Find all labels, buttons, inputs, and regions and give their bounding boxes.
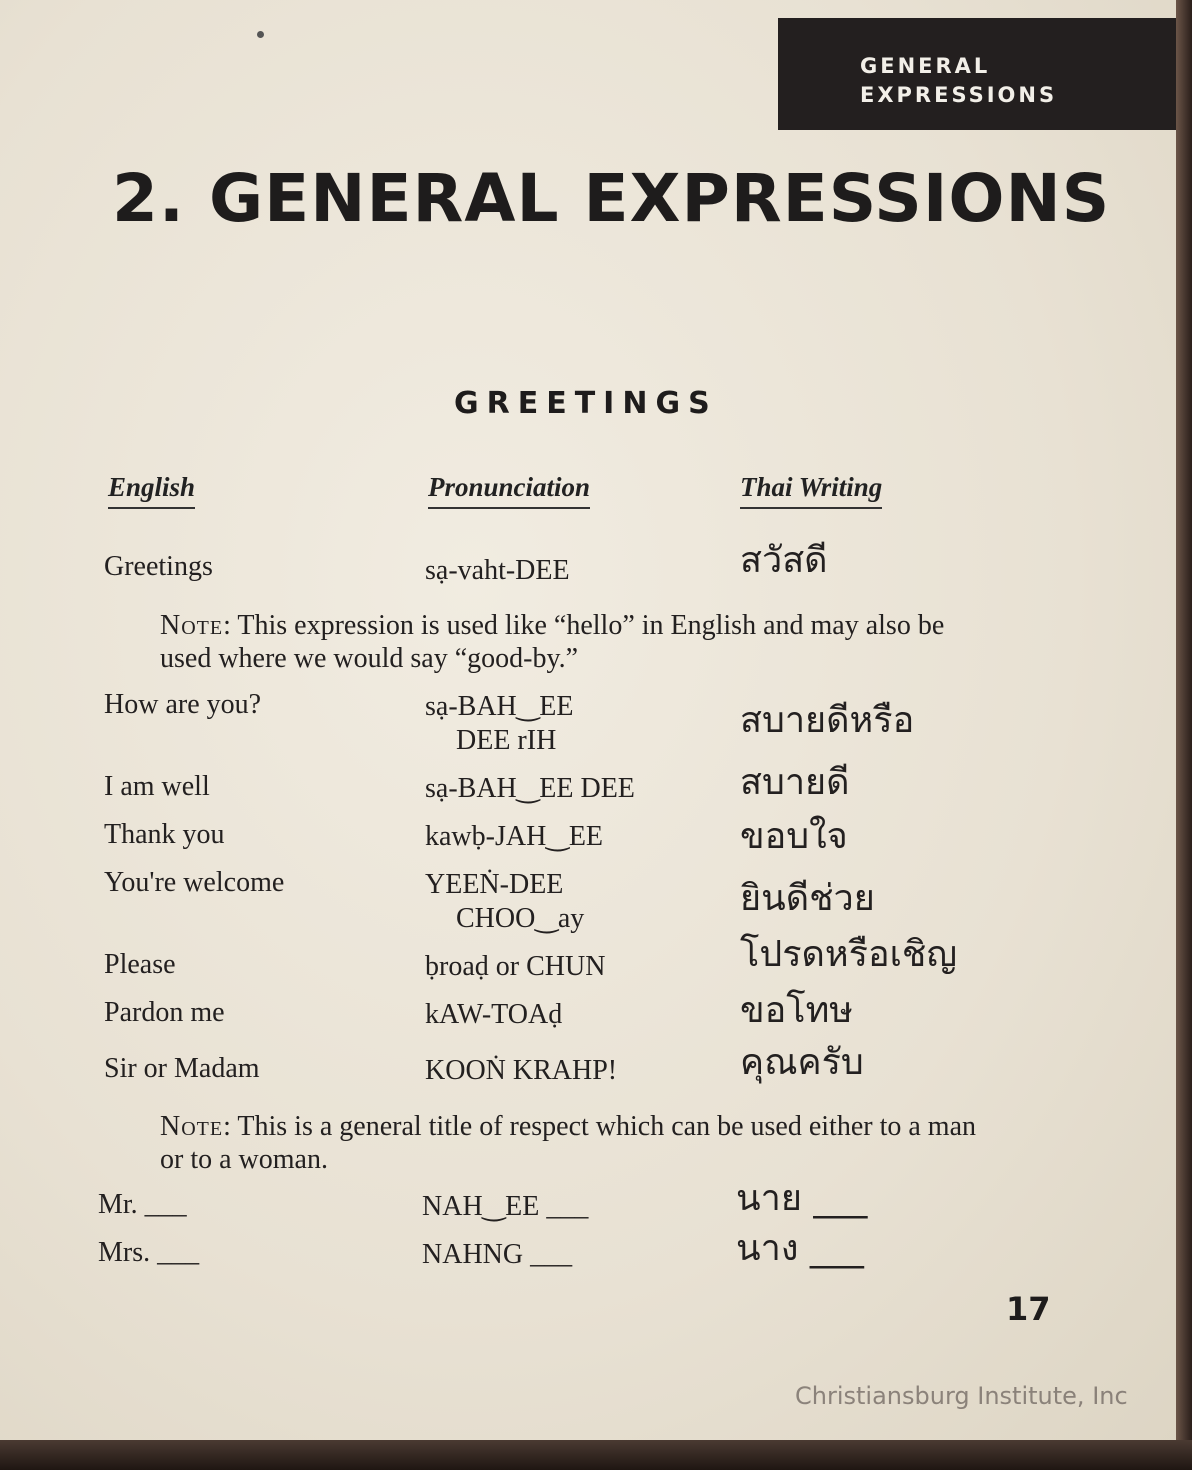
english-phrase: Greetings	[104, 551, 213, 582]
note-text: : This expression is used like “hello” in English and may also be used where we would say “good-by.”	[160, 610, 945, 674]
thai-writing: นาง ___	[736, 1228, 864, 1269]
pronunciation: sạ-vaht-DEE	[425, 555, 570, 586]
thai-writing: สบายดี	[740, 762, 850, 803]
note-text: : This is a general title of respect which can be used either to a man or to a woman.	[160, 1111, 976, 1175]
thai-writing: ขอโทษ	[740, 990, 854, 1031]
note-label: Note	[160, 1111, 224, 1142]
section-heading: GREETINGS	[454, 386, 718, 421]
thai-writing: ยินดีช่วย	[740, 878, 875, 919]
english-phrase: Pardon me	[104, 997, 225, 1028]
page-title: 2. GENERAL EXPRESSIONS	[112, 160, 1111, 237]
english-phrase: I am well	[104, 771, 210, 802]
column-header-english: English	[108, 472, 195, 509]
pronunciation: NAHNG ___	[422, 1239, 573, 1270]
column-header-pronunciation: Pronunciation	[428, 472, 590, 509]
pronunciation-continued: DEE rIH	[456, 725, 557, 756]
pronunciation: sạ-BAH‿EE	[425, 691, 574, 722]
english-phrase: How are you?	[104, 689, 262, 720]
pronunciation: KOOṄ KRAHP!	[425, 1055, 618, 1086]
note-label: Note	[160, 610, 224, 641]
page-bottom-shadow	[0, 1440, 1192, 1470]
pronunciation: kawḅ-JAH‿EE	[425, 821, 604, 852]
english-phrase: Thank you	[104, 819, 225, 850]
page-edge-shadow	[1176, 0, 1192, 1470]
usage-note	[160, 609, 990, 675]
english-phrase: Mrs. ___	[98, 1237, 200, 1268]
english-phrase: Please	[104, 949, 176, 980]
column-header-thai: Thai Writing	[740, 472, 882, 509]
page-number: 17	[1006, 1290, 1051, 1328]
chapter-tab	[778, 18, 1176, 130]
pronunciation: YEEṄ-DEE	[425, 869, 564, 900]
thai-writing: คุณครับ	[740, 1042, 864, 1083]
english-phrase: Sir or Madam	[104, 1053, 260, 1084]
english-phrase: You're welcome	[104, 867, 285, 898]
page-speck	[257, 31, 264, 38]
thai-writing: ขอบใจ	[740, 816, 848, 857]
chapter-tab-label	[860, 52, 1057, 110]
pronunciation: ḅroaḍ or CHUN	[425, 951, 606, 982]
pronunciation-continued: CHOO‿ay	[456, 903, 585, 934]
chapter-tab-line1: GENERAL	[860, 54, 991, 78]
usage-note	[160, 1110, 990, 1176]
chapter-tab-line2: EXPRESSIONS	[860, 83, 1058, 107]
pronunciation: sạ-BAH‿EE DEE	[425, 773, 635, 804]
english-phrase: Mr. ___	[98, 1189, 187, 1220]
pronunciation: NAH‿EE ___	[422, 1191, 589, 1222]
thai-writing: โปรดหรือเชิญ	[740, 934, 958, 975]
thai-writing: สวัสดี	[740, 540, 828, 581]
thai-writing: สบายดีหรือ	[740, 700, 915, 741]
pronunciation: kAW-TOAḍ	[425, 999, 563, 1030]
thai-writing: นาย ___	[736, 1178, 868, 1219]
watermark: Christiansburg Institute, Inc	[795, 1382, 1128, 1410]
